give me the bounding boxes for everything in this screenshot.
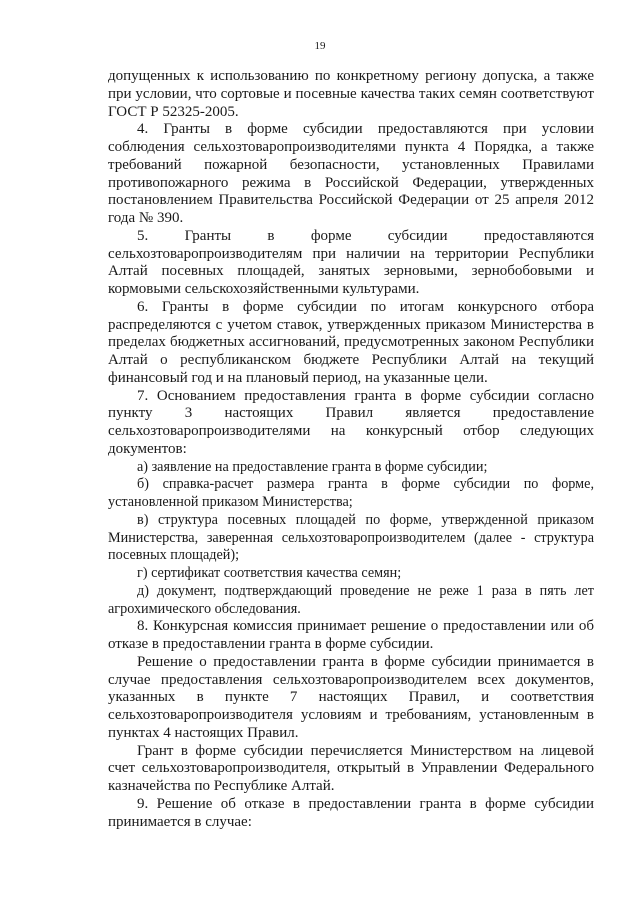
- paragraph-item-8: 8. Конкурсная комиссия принимает решение о предоставлении или об отказе в предоставлении гранта в форме субсидии.: [108, 618, 594, 652]
- page-number: 19: [314, 40, 326, 52]
- paragraph-item-4: 4. Гранты в форме субсидии предоставляются при условии соблюдения сельхозтоваропроизводителями пункта 4 Порядка, а также требований пожарной безопасности, установленных Правилами противопожарного режима в Российской Федерации, утвержденных постановлением Правительства Российской Федерации от 25 апреля 2012 года № 390.: [108, 121, 594, 226]
- list-item-a: а) заявление на предоставление гранта в форме субсидии;: [137, 458, 488, 475]
- list-item-g: г) сертификат соответствия качества семян;: [137, 565, 402, 581]
- paragraph-item-6: 6. Гранты в форме субсидии по итогам конкурсного отбора распределяются с учетом ставок, утвержденных приказом Министерства в пределах бюджетных ассигнований, предусмотренных законом Республики Алтай о республиканском бюджете Республики Алтай на текущий финансовый год и на плановый период, на указанные цели.: [108, 298, 594, 386]
- paragraph-item-7: 7. Основанием предоставления гранта в форме субсидии согласно пункту 3 настоящих Правил является предоставление сельхозтоваропроизводителями на конкурсный отбор следующих документов:: [108, 387, 594, 457]
- paragraph-item-9: 9. Решение об отказе в предоставлении гранта в форме субсидии принимается в случае:: [108, 795, 594, 830]
- list-item-b: б) справка-расчет размера гранта в форме субсидии по форме, установленной приказом Министерства;: [108, 476, 594, 510]
- list-item-d: д) документ, подтверждающий проведение не реже 1 раза в пять лет агрохимического обследования.: [108, 582, 594, 617]
- list-item-v: в) структура посевных площадей по форме, утвержденной приказом Министерства, заверенная сельхозтоваропроизводителем (далее - структура посевных площадей);: [108, 511, 594, 564]
- paragraph-transfer: Грант в форме субсидии перечисляется Министерством на лицевой счет сельхозтоваропроизводителя, открытый в Управлении Федерального казначейства по Республике Алтай.: [108, 742, 594, 794]
- paragraph-seed-conditions: допущенных к использованию по конкретному региону допуска, а также при условии, что сортовые и посевные качества таких семян соответствуют ГОСТ Р 52325-2005.: [108, 68, 594, 120]
- document-body: [108, 68, 594, 831]
- paragraph-decision: Решение о предоставлении гранта в форме субсидии принимается в случае предоставления сельхозтоваропроизводителем всех документов, указанных в пункте 7 настоящих Правил, и соответствия сельхозтоваропроизводителя условиям и требованиям, установленным в пунктах 4 настоящих Правил.: [108, 653, 594, 741]
- paragraph-item-5: 5. Гранты в форме субсидии предоставляются сельхозтоваропроизводителям при наличии на территории Республики Алтай посевных площадей, занятых зерновыми, зернобобовыми и кормовыми сельскохозяйственными культурами.: [108, 227, 594, 297]
